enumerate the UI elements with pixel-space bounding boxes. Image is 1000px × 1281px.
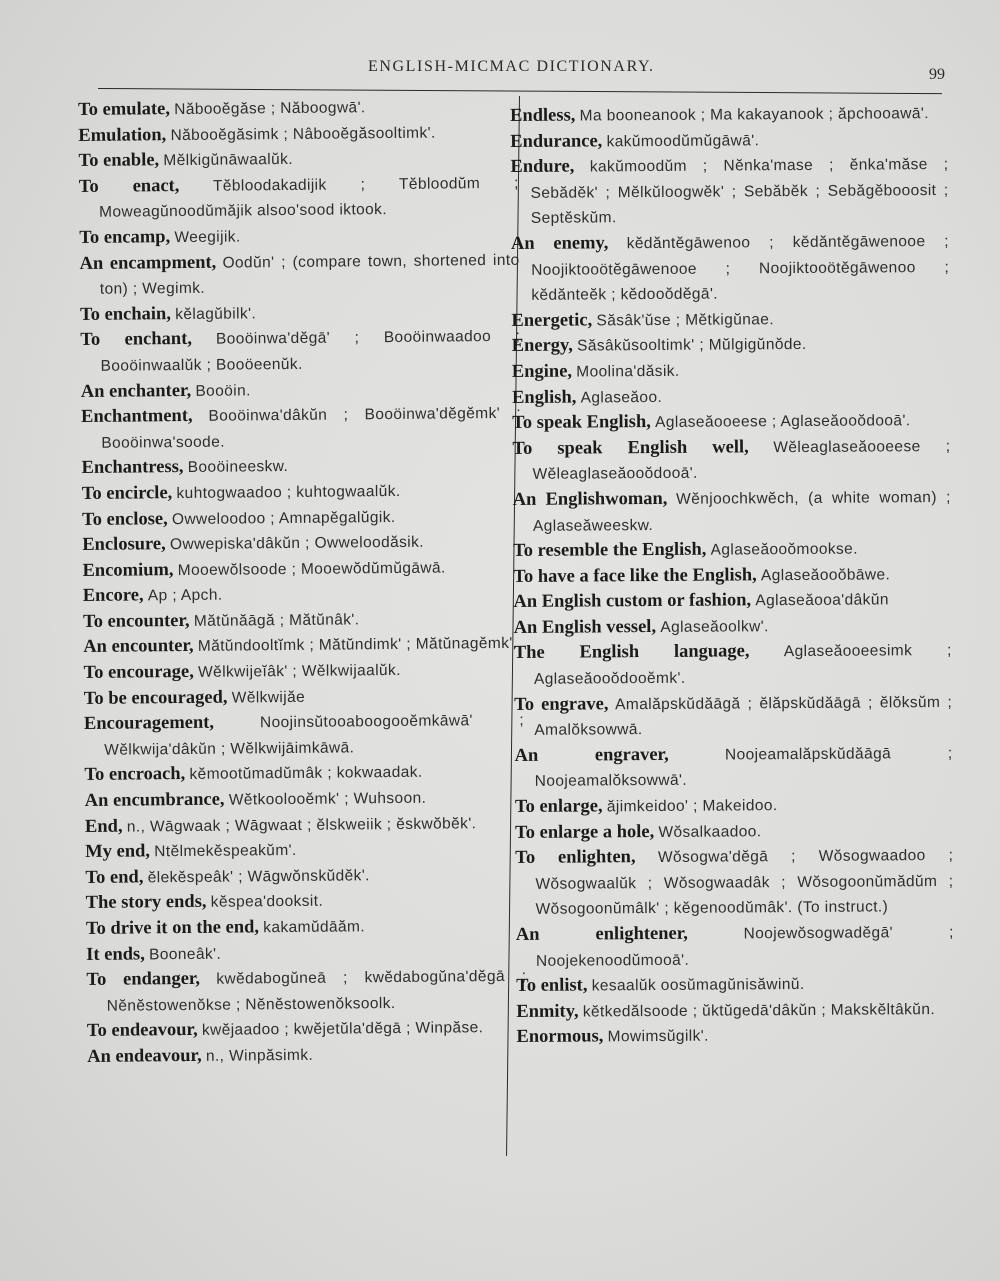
headword: To enlighten, <box>515 847 636 869</box>
headword: To endeavour, <box>86 1020 198 1042</box>
micmac-gloss: Ma booneanook ; Ma kakayanook ; ăpchooawā'. <box>579 105 930 125</box>
micmac-gloss: kwĕdabogŭneā ; kwĕdabogŭna'dĕgā ; Nĕnĕstowenŏkse ; Nĕnĕstowenŏksoolk. <box>106 967 527 1015</box>
headword: To drive it on the end, <box>85 917 260 939</box>
micmac-gloss: kĕdăntĕgāwenoo ; kĕdăntĕgāwenooe ; Noojiktooötĕgāwenooe ; Noojiktooötĕgāwenoo ; kĕdănteĕk ; kĕdooŏdĕgā'. <box>531 232 950 305</box>
headword: To be encouraged, <box>83 687 228 709</box>
dictionary-entry <box>80 324 520 379</box>
micmac-gloss: Aglaseăooa'dâkŭn <box>755 591 889 610</box>
headword: To encroach, <box>84 764 186 786</box>
headword: To have a face like the English, <box>513 564 757 587</box>
headword: An engraver, <box>514 744 669 766</box>
micmac-gloss: ăjimkeidoo' ; Makeidoo. <box>606 797 778 816</box>
headword: To emulate, <box>78 99 171 120</box>
headword: Endless, <box>510 105 576 126</box>
dictionary-entry <box>513 587 951 616</box>
micmac-gloss: Aglaseăooŏbāwe. <box>760 566 891 584</box>
micmac-gloss: Mĕlkigŭnāwaalŭk. <box>163 151 294 170</box>
dictionary-entry <box>510 127 948 156</box>
headword: An encumbrance, <box>84 789 225 811</box>
headword: To encourage, <box>83 661 194 684</box>
headword: Encouragement, <box>83 712 215 735</box>
dictionary-entry <box>514 690 952 744</box>
dictionary-entry <box>87 1015 527 1045</box>
headword: To resemble the English, <box>513 539 707 562</box>
headword: An encounter, <box>83 636 194 658</box>
micmac-gloss: Aglaseăoo. <box>580 388 663 407</box>
micmac-gloss: n., Winpăsimk. <box>205 1046 314 1065</box>
micmac-gloss: Wĕnjoochkwĕch, (a white woman) ; Aglaseăweeskw. <box>532 488 951 535</box>
headword: An encampment, <box>79 252 217 274</box>
page-number: 99 <box>929 66 945 83</box>
micmac-gloss: Noojinsŭtooaboogooĕmkāwā' ; Wĕlkwija'dâkŭn ; Wĕlkwijāimkāwā. <box>104 711 525 759</box>
headword: An English custom or fashion, <box>513 590 752 613</box>
dictionary-entry <box>84 708 524 763</box>
micmac-gloss: Wĕlkwijăe <box>231 688 306 707</box>
micmac-gloss: Wĕlkwijeĭâk' ; Wĕlkwijaalŭk. <box>198 661 401 681</box>
dictionary-entry <box>513 536 951 565</box>
dictionary-entry <box>510 152 949 232</box>
micmac-gloss: n., Wāgwaak ; Wāgwaat ; ĕlskweiik ; ĕskwŏbĕk'. <box>126 814 477 836</box>
headword: An Englishwoman, <box>512 488 668 510</box>
dictionary-entry <box>514 741 952 795</box>
micmac-gloss: Oodŭn' ; (compare town, shortened into ton) ; Wegimk. <box>99 251 520 298</box>
headword: English, <box>511 387 577 408</box>
micmac-gloss: Ntĕlmekĕspeakŭm'. <box>154 842 297 861</box>
headword: To enclose, <box>81 508 168 530</box>
headword: It ends, <box>86 943 145 965</box>
micmac-gloss: Aglaseăooeese ; Aglaseăooŏdooā'. <box>655 412 911 432</box>
micmac-gloss: Aglaseăooeesimk ; Aglaseăooŏdooĕmk'. <box>533 642 952 688</box>
micmac-gloss: Năbooĕgăse ; Năboogwā'. <box>174 99 366 119</box>
headword: To engrave, <box>514 693 609 715</box>
dictionary-entry <box>512 434 950 488</box>
headword: To speak English, <box>512 412 651 434</box>
headword: An enemy, <box>510 233 609 254</box>
headword: My end, <box>85 841 151 863</box>
micmac-gloss: kuhtogwaadoo ; kuhtogwaalŭk. <box>176 482 401 502</box>
micmac-gloss: Moolina'dăsik. <box>576 362 680 381</box>
micmac-gloss: Mooewŏlsoode ; Mooewŏdŭmŭgāwā. <box>177 559 446 579</box>
micmac-gloss: Aglaseăooŏmookse. <box>710 540 858 559</box>
headword: Engine, <box>511 361 573 382</box>
headword: To speak English well, <box>512 437 749 459</box>
micmac-gloss: Săsâkŭsooltimk' ; Mŭlgigŭnŏde. <box>577 336 807 355</box>
headword: To enlarge, <box>514 796 603 818</box>
micmac-gloss: Noojewŏsogwadĕgā' ; Noojekenoodŭmooā'. <box>535 923 954 970</box>
micmac-gloss: Mowimsŭgilk'. <box>607 1028 709 1046</box>
headword: To enlist, <box>516 975 588 997</box>
micmac-gloss: kwĕjaadoo ; kwĕjetŭla'dĕgā ; Winpăse. <box>201 1019 484 1040</box>
micmac-gloss: kesaalŭk oosŭmagŭnisăwinŭ. <box>591 976 805 995</box>
dictionary-entry <box>511 229 950 309</box>
dictionary-entry <box>85 810 525 840</box>
dictionary-entry <box>512 408 950 437</box>
headword: An enchanter, <box>80 380 192 402</box>
micmac-gloss: Booöinwa'dâkŭn ; Booöinwa'dĕgĕmk' ; Booöinwa'soode. <box>101 404 522 452</box>
headword: To encounter, <box>82 610 190 632</box>
micmac-gloss: Noojeamalăpskŭdăāgā ; Noojeamalŏksowwā'. <box>534 744 953 791</box>
dictionary-entry <box>79 171 519 226</box>
running-head: ENGLISH-MICMAC DICTIONARY. <box>368 58 655 75</box>
headword: Enormous, <box>516 1026 604 1048</box>
micmac-gloss: Mătŭnăāgă ; Mătŭnâk'. <box>193 611 360 630</box>
micmac-gloss: Mătŭndooltĭmk ; Mătŭndimk' ; Mătŭnagĕmk'. <box>197 635 518 656</box>
header-rule <box>98 88 942 94</box>
dictionary-entry <box>516 971 954 1000</box>
headword: An endeavour, <box>87 1045 202 1067</box>
headword: Endure, <box>510 156 575 178</box>
headword: To enable, <box>78 150 160 172</box>
headword: Enchantress, <box>81 457 184 479</box>
dictionary-entry <box>516 920 954 974</box>
dictionary-entry <box>86 964 526 1019</box>
dictionary-entry <box>81 401 521 456</box>
headword: Endurance, <box>510 130 603 152</box>
headword: To enact, <box>78 175 180 197</box>
micmac-gloss: Booöinwa'dĕgā' ; Booöinwaadoo ; Booöinwaalŭk ; Booöeenŭk. <box>100 328 521 375</box>
micmac-gloss: kĕspea'dooksit. <box>210 893 324 912</box>
headword: To end, <box>85 867 144 888</box>
micmac-gloss: Amalăpskŭdăāgă ; ĕlăpskŭdăāgā ; ĕlŏksŭm ; Amalŏksowwā. <box>534 693 953 740</box>
dictionary-entry <box>512 357 950 386</box>
micmac-gloss: Wĕtkoolooĕmk' ; Wuhsoon. <box>228 789 427 809</box>
dictionary-entry <box>515 818 953 847</box>
micmac-gloss: kakŭmoodŭmŭgāwā'. <box>606 131 760 150</box>
micmac-gloss: kĕlagŭbilk'. <box>175 305 257 323</box>
dictionary-entry <box>87 1041 527 1071</box>
headword: Energetic, <box>511 310 593 331</box>
dictionary-entry <box>513 485 951 539</box>
micmac-gloss: Booöin. <box>195 381 251 400</box>
headword: Enchantment, <box>80 406 193 428</box>
dictionary-entry <box>510 101 948 130</box>
headword: Energy, <box>511 335 573 357</box>
headword: Emulation, <box>78 124 167 146</box>
dictionary-entry <box>83 631 523 661</box>
dictionary-entry <box>512 382 950 411</box>
micmac-gloss: Booneâk'. <box>149 945 222 963</box>
headword: To enchant, <box>80 329 193 351</box>
dictionary-entry <box>515 843 954 923</box>
micmac-gloss: Săsâk'ŭse ; Mĕtkigŭnae. <box>596 310 775 330</box>
dictionary-entry <box>514 638 952 692</box>
micmac-gloss: kĕmootŭmadŭmâk ; kokwaadak. <box>189 764 423 784</box>
micmac-gloss: Ap ; Apch. <box>147 586 223 605</box>
micmac-gloss: Năbooĕgăsimk ; Nâbooĕgăsooltimk'. <box>170 124 436 144</box>
dictionary-entry <box>515 792 953 821</box>
micmac-gloss: Aglaseăoolkw'. <box>660 618 769 636</box>
headword: To enchain, <box>79 303 172 325</box>
micmac-gloss: Owweloodoo ; Amnapĕgalŭgik. <box>171 508 396 528</box>
dictionary-entry <box>511 306 949 335</box>
headword: To enlarge a hole, <box>515 821 655 843</box>
micmac-gloss: Owwepiska'dâkŭn ; Owweloodăsik. <box>169 533 425 554</box>
headword: The English language, <box>513 641 750 664</box>
micmac-gloss: kakŭmoodŭm ; Nĕnka'mase ; ĕnka'măse ; Sebădĕk' ; Mĕlkŭloogwĕk' ; Sebăbĕk ; Sebăgĕbooosit ; Septĕskŭm. <box>530 156 949 228</box>
headword: End, <box>84 816 123 837</box>
headword: An English vessel, <box>513 616 657 638</box>
micmac-gloss: Wŏsogwa'dĕgā ; Wŏsogwaadoo ; Wŏsogwaalŭk ; Wŏsogwaadâk ; Wŏsogoonŭmădŭm ; Wŏsogoonŭmâlk' ; kĕgenoodŭmâk'. (To instruct.) <box>535 847 954 919</box>
left-column <box>78 94 527 1071</box>
headword: Enmity, <box>516 1001 579 1022</box>
headword: Encore, <box>82 585 144 607</box>
micmac-gloss: Booöineeskw. <box>187 458 289 477</box>
dictionary-entry <box>512 331 950 360</box>
micmac-gloss: ĕlekĕspeâk' ; Wāgwŏnskŭdĕk'. <box>147 867 370 887</box>
headword: An enlightener, <box>515 923 688 945</box>
headword: Enclosure, <box>82 534 166 556</box>
headword: To endanger, <box>86 969 201 991</box>
dictionary-entry <box>514 613 952 642</box>
headword: To encamp, <box>79 227 171 248</box>
micmac-gloss: kĕtkedălsoode ; ŭktŭgedā'dâkŭn ; Makskĕltâkŭn. <box>582 1000 936 1021</box>
right-column <box>510 101 955 1051</box>
micmac-gloss: Wĕleaglaseăooeese ; Wĕleaglaseăooŏdooā'. <box>532 437 951 484</box>
micmac-gloss: Tĕbloodakadijik ; Tĕbloodŭm ; Moweagŭnoodŭmăjik alsoo'sood iktook. <box>99 174 519 222</box>
micmac-gloss: kakamŭdāăm. <box>263 918 366 937</box>
headword: Encomium, <box>82 559 174 581</box>
dictionary-entry <box>516 1022 954 1051</box>
micmac-gloss: Wŏsalkaadoo. <box>658 822 762 841</box>
dictionary-entry <box>513 562 951 591</box>
headword: To encircle, <box>81 483 173 504</box>
headword: The story ends, <box>85 892 207 914</box>
dictionary-entry <box>79 247 519 302</box>
micmac-gloss: Weegijik. <box>174 228 241 247</box>
dictionary-entry <box>516 997 954 1026</box>
